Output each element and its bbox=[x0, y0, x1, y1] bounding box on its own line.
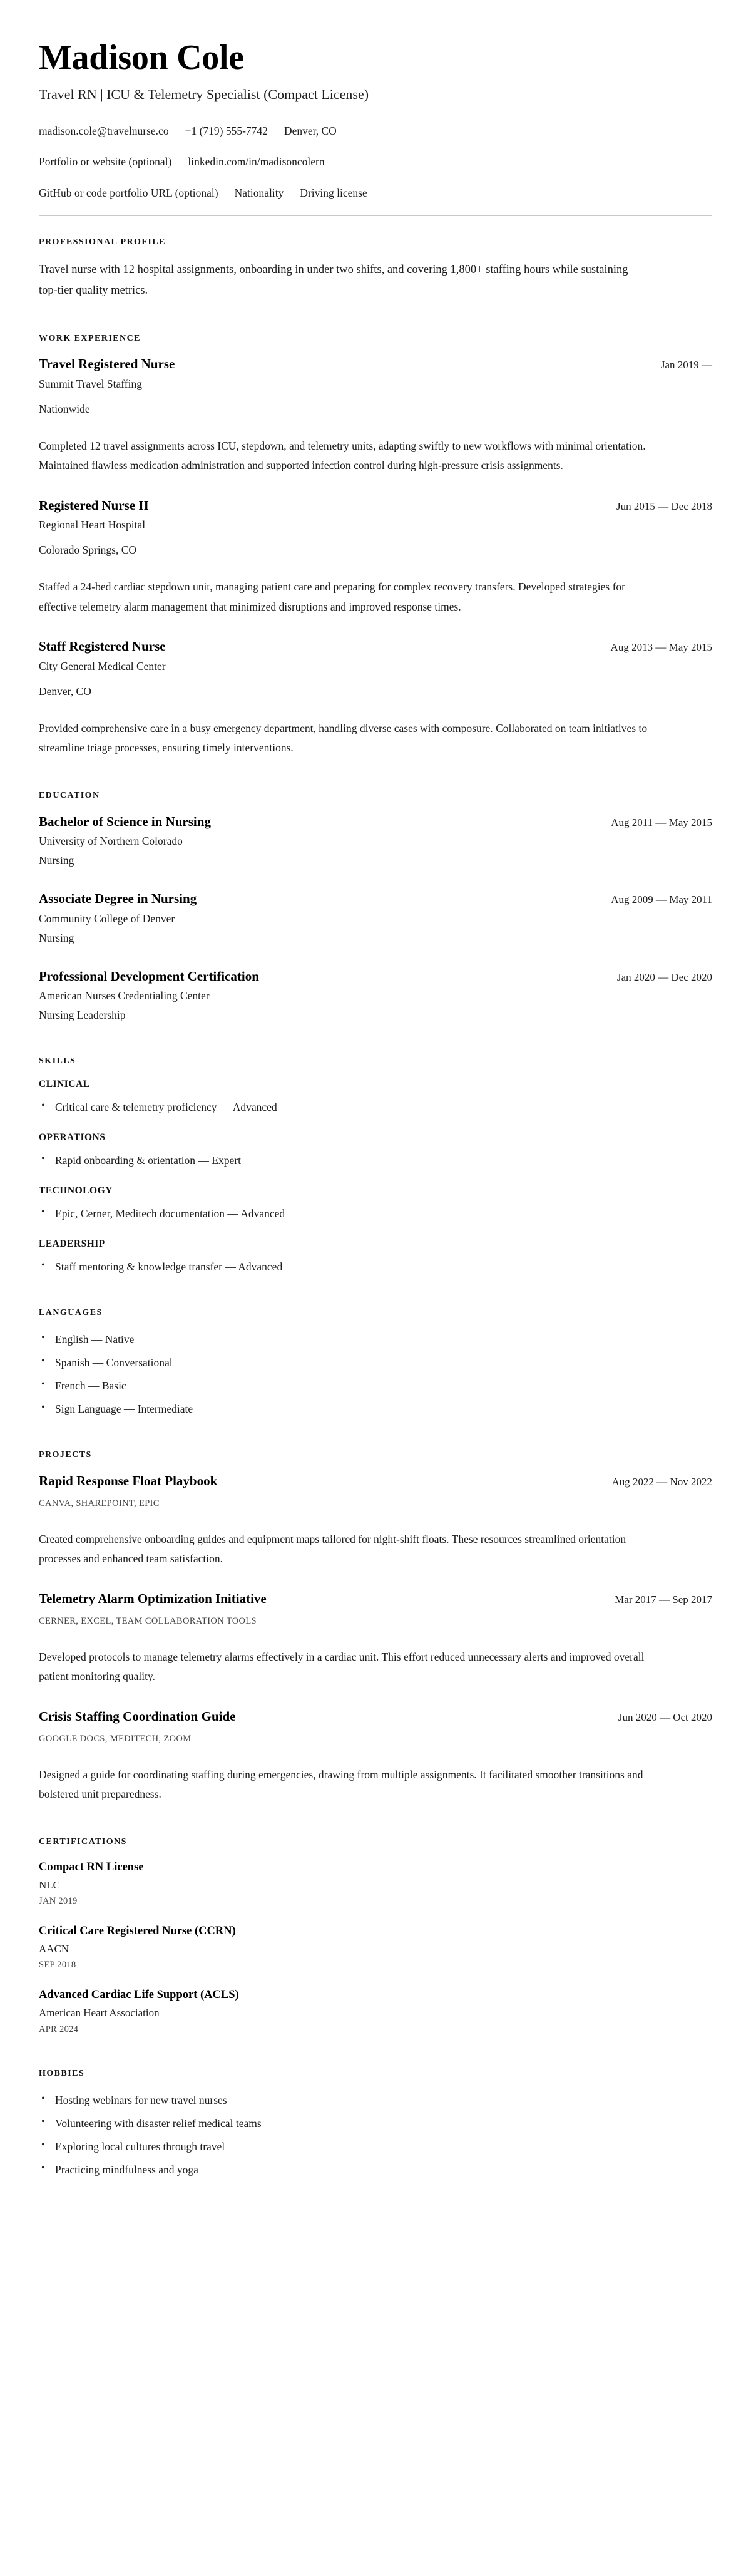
education-degree: Bachelor of Science in Nursing bbox=[39, 813, 211, 829]
project-date-range: Jun 2020 — Oct 2020 bbox=[618, 1711, 712, 1723]
work-employer: Regional Heart Hospital bbox=[39, 518, 146, 532]
work-description: Completed 12 travel assignments across ICU, stepdown, and telemetry units, adapting swiftly to new workflows with minimal orientation. Maintained flawless medication administration and supported infection control during high-pressure crisis assignments. bbox=[39, 439, 646, 472]
project-tech-stack: CERNER, EXCEL, TEAM COLLABORATION TOOLS bbox=[39, 1616, 257, 1627]
certification-date: SEP 2018 bbox=[39, 1960, 76, 1971]
hobby-item: • Volunteering with disaster relief medical teams bbox=[39, 2115, 712, 2132]
work-entry bbox=[39, 497, 712, 617]
skill-list bbox=[39, 1205, 712, 1222]
skill-group bbox=[39, 1239, 712, 1275]
skill-item: • Critical care & telemetry proficiency — Advanced bbox=[39, 1098, 712, 1116]
hobby-list bbox=[39, 2091, 712, 2178]
skill-group bbox=[39, 1132, 712, 1169]
project-description: Designed a guide for coordinating staffing during emergencies, drawing from multiple assignments. It facilitated smoother transitions and bolstered unit preparedness. bbox=[39, 1768, 643, 1801]
certification-name: Critical Care Registered Nurse (CCRN) bbox=[39, 1924, 236, 1937]
skill-group-name: TECHNOLOGY bbox=[39, 1185, 113, 1197]
project-entry bbox=[39, 1708, 712, 1805]
project-entry bbox=[39, 1473, 712, 1569]
language-list bbox=[39, 1331, 712, 1418]
profile-summary-text: Travel nurse with 12 hospital assignments, onboarding in under two shifts, and covering 1,800+ staffing hours while sustaining top-tier quality metrics. bbox=[39, 263, 628, 297]
project-entry-head bbox=[39, 1590, 712, 1607]
section-hobbies bbox=[39, 2069, 712, 2178]
project-title: Crisis Staffing Coordination Guide bbox=[39, 1708, 236, 1724]
skill-item: • Staff mentoring & knowledge transfer — Advanced bbox=[39, 1258, 712, 1275]
education-entry bbox=[39, 890, 712, 947]
certification-name: Advanced Cardiac Life Support (ACLS) bbox=[39, 1989, 239, 2002]
project-entry-head bbox=[39, 1473, 712, 1490]
work-job-title: Staff Registered Nurse bbox=[39, 639, 166, 654]
skill-group bbox=[39, 1185, 712, 1222]
language-item: • Sign Language — Intermediate bbox=[39, 1400, 712, 1418]
certification-name: Compact RN License bbox=[39, 1860, 144, 1873]
education-institution: American Nurses Credentialing Center bbox=[39, 989, 210, 1002]
skill-group-name: CLINICAL bbox=[39, 1079, 90, 1090]
work-description: Staffed a 24-bed cardiac stepdown unit, managing patient care and preparing for complex recovery transfers. Developed strategies for effective telemetry alarm management that minimized disruptions and improved response times. bbox=[39, 580, 626, 613]
certification-entry bbox=[39, 1924, 712, 1972]
education-entry-head bbox=[39, 890, 712, 907]
education-entry-head bbox=[39, 968, 712, 985]
project-title: Rapid Response Float Playbook bbox=[39, 1473, 218, 1488]
work-date-range: Aug 2013 — May 2015 bbox=[610, 641, 712, 654]
contact-github[interactable]: GitHub or code portfolio URL (optional) bbox=[39, 186, 218, 199]
work-entry bbox=[39, 356, 712, 476]
work-date-range: Jun 2015 — Dec 2018 bbox=[616, 500, 712, 512]
work-entry-head bbox=[39, 497, 712, 514]
hobby-item: • Exploring local cultures through travel bbox=[39, 2138, 712, 2155]
contact-email[interactable]: madison.cole@travelnurse.co bbox=[39, 125, 169, 138]
section-certifications bbox=[39, 1837, 712, 2036]
contact-row-1 bbox=[39, 123, 712, 139]
contact-linkedin[interactable]: linkedin.com/in/madisoncolern bbox=[188, 155, 325, 168]
section-title-certifications: CERTIFICATIONS bbox=[39, 1837, 127, 1847]
certification-entry bbox=[39, 1987, 712, 2036]
section-title-education: EDUCATION bbox=[39, 790, 100, 800]
section-title-projects: PROJECTS bbox=[39, 1450, 92, 1460]
education-date-range: Aug 2011 — May 2015 bbox=[611, 816, 712, 828]
header-divider bbox=[39, 215, 712, 216]
education-institution: Community College of Denver bbox=[39, 912, 175, 925]
work-entry-head bbox=[39, 638, 712, 655]
section-title-work: WORK EXPERIENCE bbox=[39, 333, 141, 343]
project-entry bbox=[39, 1590, 712, 1687]
project-description: Created comprehensive onboarding guides and equipment maps tailored for night-shift floats. These resources streamlined orientation processes and enhanced team satisfaction. bbox=[39, 1532, 626, 1565]
education-field: Nursing Leadership bbox=[39, 1009, 126, 1022]
project-date-range: Mar 2017 — Sep 2017 bbox=[615, 1593, 712, 1605]
language-item: • French — Basic bbox=[39, 1377, 712, 1394]
skill-group-name: LEADERSHIP bbox=[39, 1239, 105, 1250]
work-location: Denver, CO bbox=[39, 684, 91, 698]
work-entry-head bbox=[39, 356, 712, 373]
skill-group-name: OPERATIONS bbox=[39, 1132, 106, 1143]
language-item: • Spanish — Conversational bbox=[39, 1354, 712, 1371]
project-date-range: Aug 2022 — Nov 2022 bbox=[611, 1475, 712, 1488]
education-entry-head bbox=[39, 813, 712, 830]
certification-issuer: American Heart Association bbox=[39, 2007, 160, 2019]
candidate-headline: Travel RN | ICU & Telemetry Specialist (Compact License) bbox=[39, 86, 369, 103]
contact-location: Denver, CO bbox=[284, 125, 337, 138]
skill-list bbox=[39, 1151, 712, 1169]
language-item: • English — Native bbox=[39, 1331, 712, 1348]
education-field: Nursing bbox=[39, 931, 74, 944]
section-languages bbox=[39, 1308, 712, 1418]
education-date-range: Jan 2020 — Dec 2020 bbox=[616, 971, 712, 983]
section-projects bbox=[39, 1450, 712, 1805]
contact-portfolio[interactable]: Portfolio or website (optional) bbox=[39, 155, 172, 168]
section-education bbox=[39, 791, 712, 1024]
education-entry bbox=[39, 813, 712, 870]
education-entry bbox=[39, 968, 712, 1024]
section-title-hobbies: HOBBIES bbox=[39, 2069, 85, 2079]
project-description: Developed protocols to manage telemetry alarms effectively in a cardiac unit. This effort reduced unnecessary alerts and improved overall patient monitoring quality. bbox=[39, 1650, 645, 1683]
work-job-title: Registered Nurse II bbox=[39, 497, 149, 513]
hobby-item: • Practicing mindfulness and yoga bbox=[39, 2161, 712, 2178]
skill-list bbox=[39, 1098, 712, 1116]
hobby-item: • Hosting webinars for new travel nurses bbox=[39, 2091, 712, 2109]
certification-entry bbox=[39, 1860, 712, 1909]
section-professional-profile bbox=[39, 237, 712, 301]
work-location: Nationwide bbox=[39, 402, 90, 415]
work-location: Colorado Springs, CO bbox=[39, 544, 137, 557]
skill-list bbox=[39, 1258, 712, 1275]
section-title-languages: LANGUAGES bbox=[39, 1308, 103, 1318]
contact-phone[interactable]: +1 (719) 555-7742 bbox=[185, 125, 268, 138]
contact-row-2 bbox=[39, 153, 712, 170]
work-entry bbox=[39, 638, 712, 758]
contact-driving-license: Driving license bbox=[300, 186, 367, 199]
work-employer: City General Medical Center bbox=[39, 659, 166, 672]
work-job-title: Travel Registered Nurse bbox=[39, 356, 175, 372]
contact-row-3 bbox=[39, 185, 712, 201]
education-degree: Associate Degree in Nursing bbox=[39, 891, 197, 907]
skill-item: • Epic, Cerner, Meditech documentation — Advanced bbox=[39, 1205, 712, 1222]
contact-nationality: Nationality bbox=[234, 186, 284, 199]
certification-issuer: AACN bbox=[39, 1942, 69, 1955]
contact-block bbox=[39, 123, 712, 201]
section-skills bbox=[39, 1056, 712, 1275]
section-title-skills: SKILLS bbox=[39, 1056, 76, 1066]
education-field: Nursing bbox=[39, 854, 74, 867]
skill-item: • Rapid onboarding & orientation — Expert bbox=[39, 1151, 712, 1169]
work-employer: Summit Travel Staffing bbox=[39, 377, 142, 390]
candidate-name: Madison Cole bbox=[39, 38, 244, 77]
resume-header bbox=[39, 39, 712, 201]
certification-date: APR 2024 bbox=[39, 2024, 79, 2034]
project-tech-stack: GOOGLE DOCS, MEDITECH, ZOOM bbox=[39, 1734, 192, 1744]
certification-date: JAN 2019 bbox=[39, 1896, 78, 1907]
certification-issuer: NLC bbox=[39, 1878, 60, 1891]
education-date-range: Aug 2009 — May 2011 bbox=[611, 894, 712, 906]
project-tech-stack: CANVA, SHAREPOINT, EPIC bbox=[39, 1498, 160, 1509]
section-title-profile: PROFESSIONAL PROFILE bbox=[39, 237, 166, 247]
work-date-range: Jan 2019 — bbox=[660, 359, 712, 371]
work-description: Provided comprehensive care in a busy emergency department, handling diverse cases with composure. Collaborated on team initiatives to streamline triage processes, ensuring timely interventions. bbox=[39, 721, 648, 755]
education-institution: University of Northern Colorado bbox=[39, 835, 183, 848]
project-entry-head bbox=[39, 1708, 712, 1725]
skill-group bbox=[39, 1079, 712, 1116]
section-work-experience bbox=[39, 334, 712, 758]
project-title: Telemetry Alarm Optimization Initiative bbox=[39, 1590, 267, 1606]
education-degree: Professional Development Certification bbox=[39, 968, 259, 984]
